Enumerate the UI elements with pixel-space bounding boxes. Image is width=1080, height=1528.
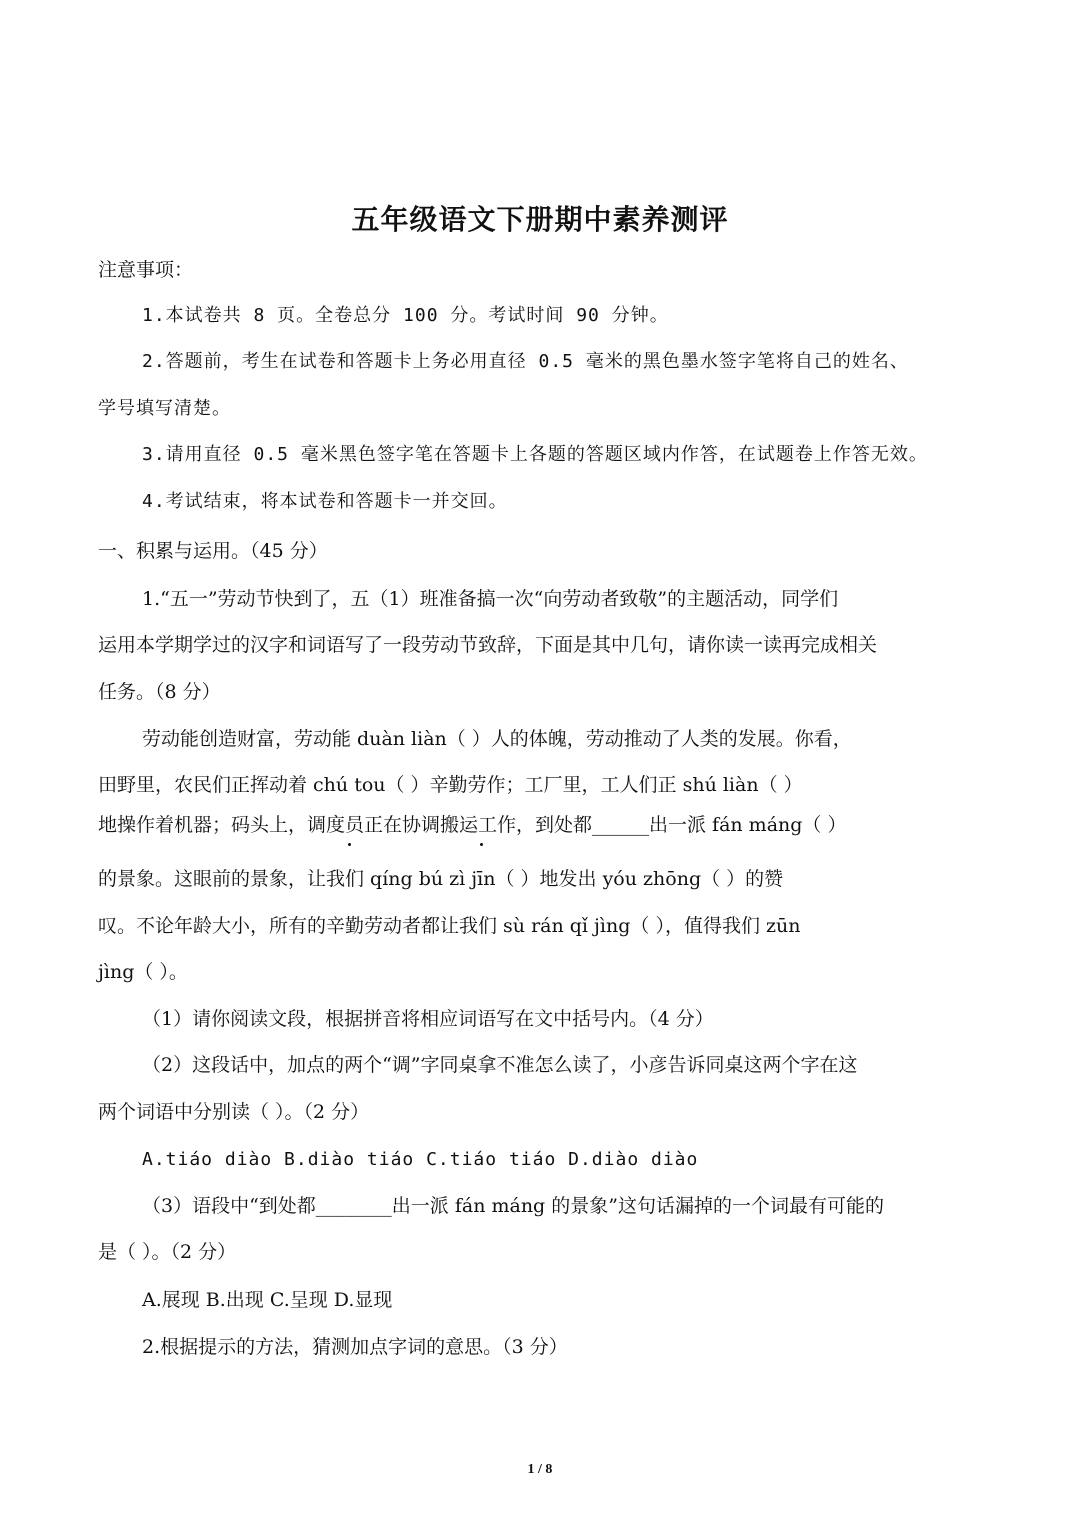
- notice-item-1: 1.本试卷共 8 页。全卷总分 100 分。考试时间 90 分钟。: [142, 305, 669, 326]
- q1-intro-line-3: 任务。（8 分）: [98, 681, 221, 703]
- q1-sub-1: （1）请你阅读文段，根据拼音将相应词语写在文中括号内。（4 分）: [142, 1008, 714, 1030]
- q1-sub-2-options: A.tiáo diào B.diào tiáo C.tiáo tiáo D.diào diào: [142, 1149, 699, 1170]
- page-number: 1 / 8: [527, 1462, 553, 1477]
- notice-heading: 注意事项：: [98, 259, 194, 281]
- q1-sub-2-line-1: （2）这段话中，加点的两个“调”字同桌拿不准怎么读了，小彦告诉同桌这两个字在这: [142, 1054, 858, 1076]
- q1-sub-3-line-2: 是（ ）。（2 分）: [98, 1241, 237, 1263]
- q1-sub-2-line-2: 两个词语中分别读（ ）。（2 分）: [98, 1101, 370, 1123]
- emphasis-dot-1: [348, 843, 351, 846]
- passage-line-5: 叹。不论年龄大小，所有的辛勤劳动者都让我们 sù rán qǐ jìng（ ），值得我们 zūn: [98, 915, 801, 937]
- passage-line-1: 劳动能创造财富，劳动能 duàn liàn（ ）人的体魄，劳动推动了人类的发展。你看，: [142, 728, 852, 750]
- q2-prompt: 2.根据提示的方法，猜测加点字词的意思。（3 分）: [142, 1336, 568, 1358]
- notice-item-2-cont: 学号填写清楚。: [98, 398, 231, 419]
- q1-sub-3-options: A.展现 B.出现 C.呈现 D.显现: [142, 1289, 393, 1311]
- section-1-heading: 一、积累与运用。（45 分）: [98, 540, 328, 562]
- passage-line-3: 地操作着机器；码头上，调度员正在协调搬运工作，到处都______出一派 fán máng（ ）: [98, 814, 847, 836]
- notice-item-4: 4.考试结束，将本试卷和答题卡一并交回。: [142, 491, 508, 512]
- passage-line-6: jìng（ ）。: [98, 961, 188, 983]
- passage-line-4: 的景象。这眼前的景象，让我们 qíng bú zì jīn（ ）地发出 yóu zhōng（ ）的赞: [98, 868, 784, 890]
- page-title: 五年级语文下册期中素养测评: [351, 203, 729, 236]
- notice-item-3: 3.请用直径 0.5 毫米黑色签字笔在答题卡上各题的答题区域内作答，在试题卷上作答无效。: [142, 444, 928, 465]
- q1-sub-3-line-1: （3）语段中“到处都________出一派 fán máng 的景象”这句话漏掉的一个词最有可能的: [142, 1195, 884, 1217]
- emphasis-dot-2: [480, 843, 483, 846]
- q1-intro-line-1: 1.“五一”劳动节快到了，五（1）班准备搞一次“向劳动者致敬”的主题活动，同学们: [142, 588, 839, 610]
- passage-line-2: 田野里，农民们正挥动着 chú tou（ ）辛勤劳作；工厂里，工人们正 shú liàn（ ）: [98, 774, 803, 796]
- q1-intro-line-2: 运用本学期学过的汉字和词语写了一段劳动节致辞，下面是其中几句，请你读一读再完成相关: [98, 634, 878, 656]
- notice-item-2: 2.答题前，考生在试卷和答题卡上务必用直径 0.5 毫米的黑色墨水签字笔将自己的姓名、: [142, 351, 909, 372]
